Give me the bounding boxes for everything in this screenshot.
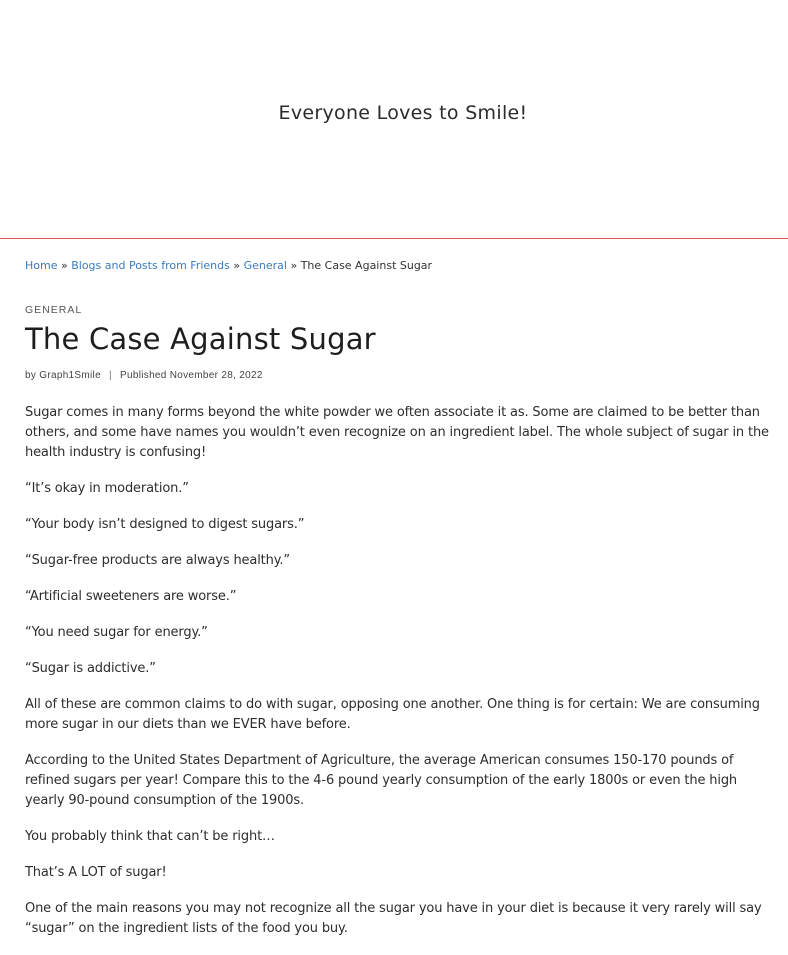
post-date: November 28, 2022 — [169, 370, 263, 381]
breadcrumb-home-link[interactable]: Home — [25, 259, 58, 272]
post-body — [25, 403, 770, 939]
breadcrumb-current: The Case Against Sugar — [300, 259, 433, 272]
author-link[interactable]: Graph1Smile — [39, 370, 101, 381]
paragraph: “Sugar is addictive.” — [25, 661, 156, 676]
post-content — [25, 258, 770, 955]
breadcrumb-general-link[interactable]: General — [243, 259, 287, 272]
paragraph: All of these are common claims to do with sugar, opposing one another. One thing is for certain: We are consuming more sugar in our diets than we EVER have before. — [25, 697, 760, 732]
paragraph: According to the United States Department of Agriculture, the average American consumes 150-170 pounds of refined sugars per year! Compare this to the 4-6 pound yearly consumption of the early 1800s or even the high yearly 90-pound consumption of the 1900s. — [25, 753, 738, 808]
paragraph: You probably think that can’t be right… — [25, 829, 275, 844]
breadcrumb-blogs-link[interactable]: Blogs and Posts from Friends — [71, 259, 230, 272]
paragraph: “Sugar-free products are always healthy.” — [25, 553, 290, 568]
paragraph: One of the main reasons you may not recognize all the sugar you have in your diet is because it very rarely will say “sugar” on the ingredient lists of the food you buy. — [25, 901, 762, 936]
post-title: The Case Against Sugar — [25, 322, 376, 356]
paragraph: “It’s okay in moderation.” — [25, 481, 189, 496]
site-header — [0, 0, 788, 239]
meta-by-label: by — [25, 370, 37, 381]
breadcrumb-separator: » — [60, 259, 68, 272]
paragraph: Sugar comes in many forms beyond the white powder we often associate it as. Some are claimed to be better than others, and some have names you wouldn’t even recognize on an ingredient label. The whole subject of sugar in the health industry is confusing! — [25, 405, 769, 460]
site-title[interactable]: Everyone Loves to Smile! — [278, 102, 528, 124]
post-category-link[interactable]: GENERAL — [25, 304, 83, 316]
paragraph: That’s A LOT of sugar! — [25, 865, 167, 880]
meta-divider: | — [109, 370, 112, 381]
paragraph: “Your body isn’t designed to digest sugars.” — [25, 517, 305, 532]
meta-published-label: Published — [120, 370, 167, 381]
breadcrumb-separator: » — [233, 259, 241, 272]
breadcrumb — [25, 258, 770, 274]
paragraph: “You need sugar for energy.” — [25, 625, 208, 640]
post-meta — [25, 369, 770, 383]
paragraph: “Artificial sweeteners are worse.” — [25, 589, 237, 604]
breadcrumb-separator: » — [290, 259, 298, 272]
